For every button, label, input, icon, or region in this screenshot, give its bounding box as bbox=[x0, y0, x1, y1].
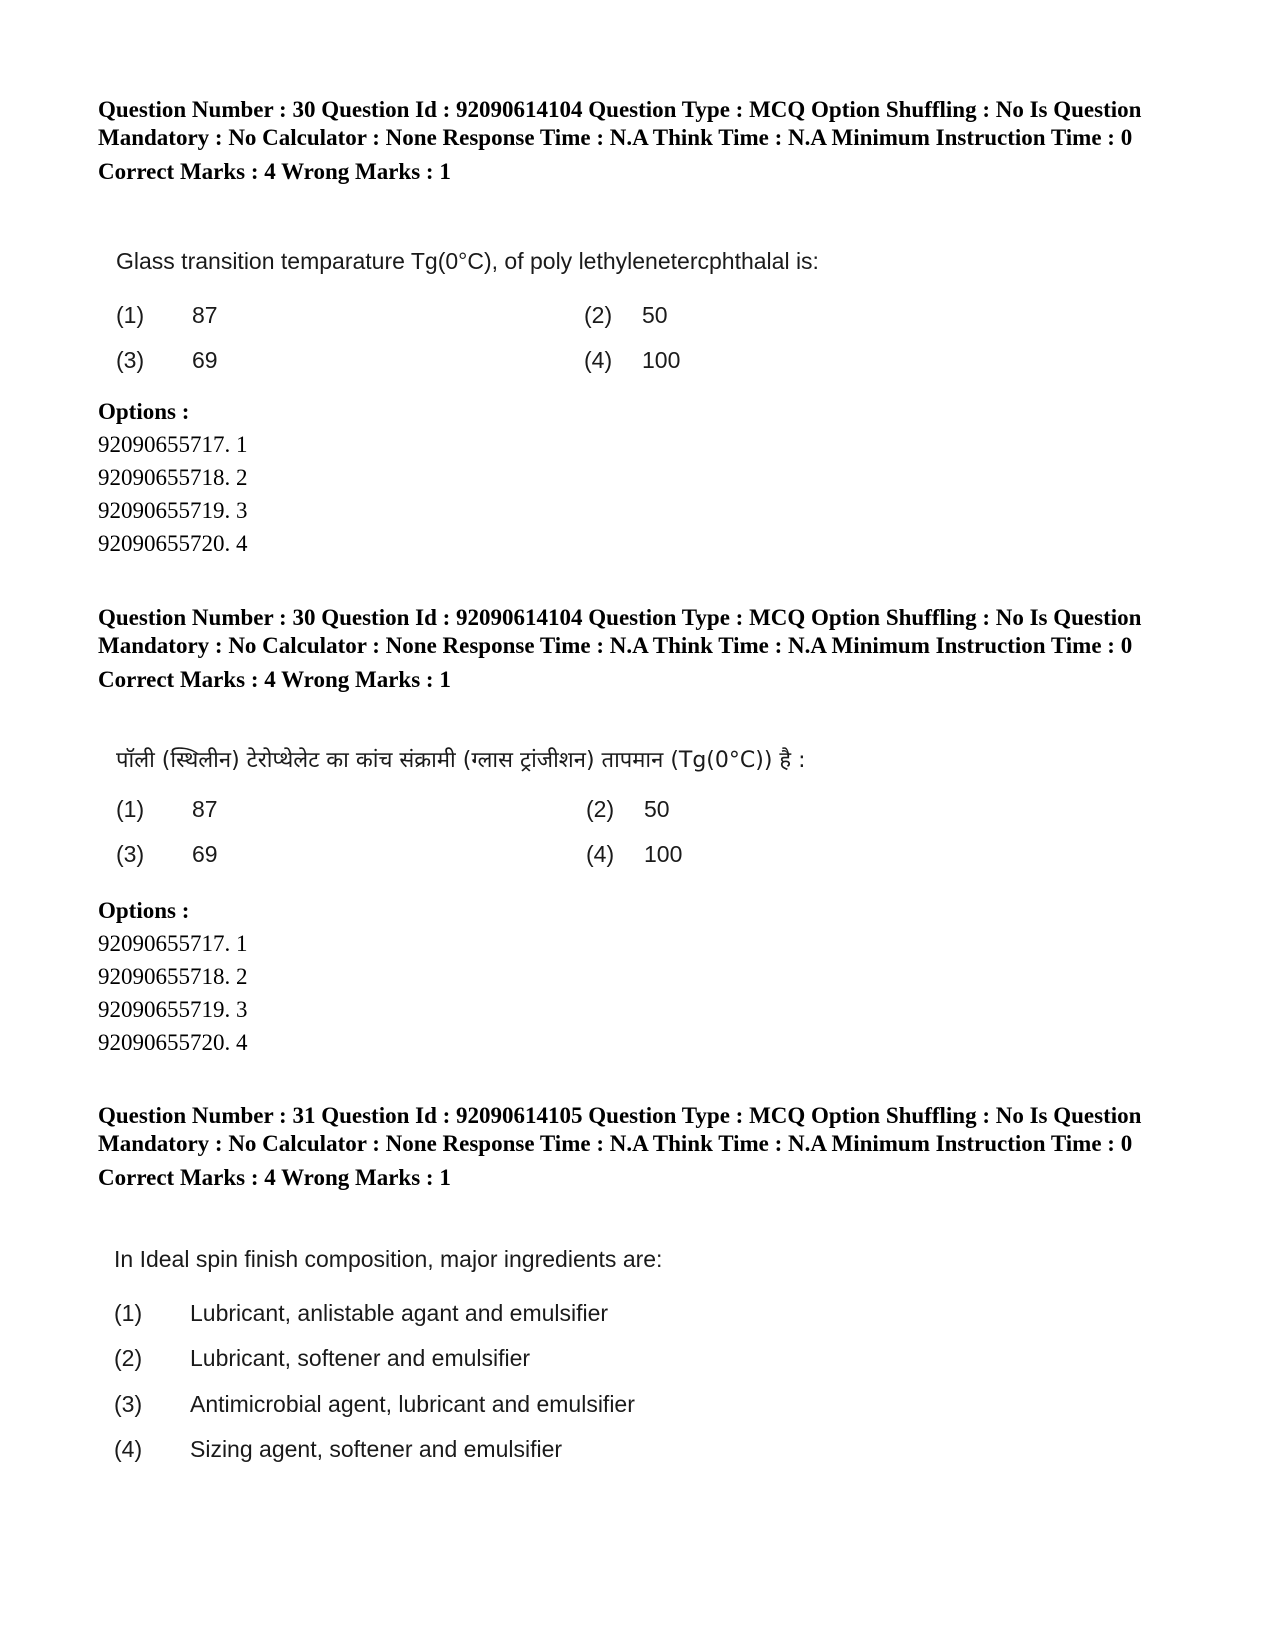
option-id-line: 92090655717. 1 bbox=[98, 432, 248, 457]
question-text: In Ideal spin finish composition, major ingredients are: bbox=[114, 1246, 663, 1272]
question-meta: Question Number : 31 Question Id : 92090614105 Question Type : MCQ Option Shuffling : No Is Question Mandatory : No Calculator : None Response Time : N.A Think Time : N.A Minimum Instruction Time : 0 bbox=[98, 1103, 1142, 1156]
options-label: Options : bbox=[98, 399, 190, 424]
choice-2: (2) Lubricant, softener and emulsifier bbox=[114, 1345, 531, 1371]
question-meta: Question Number : 30 Question Id : 92090614104 Question Type : MCQ Option Shuffling : No Is Question Mandatory : No Calculator : None Response Time : N.A Think Time : N.A Minimum Instruction Time : 0 bbox=[98, 605, 1142, 658]
choice-1: (1) Lubricant, anlistable agant and emulsifier bbox=[114, 1300, 609, 1326]
option-id-line: 92090655720. 4 bbox=[98, 1030, 248, 1055]
option-id-line: 92090655718. 2 bbox=[98, 465, 248, 490]
question-marks: Correct Marks : 4 Wrong Marks : 1 bbox=[98, 159, 451, 184]
question-text: Glass transition temparature Tg(0°C), of poly lethylenetercphthalal is: bbox=[116, 248, 819, 274]
question-header bbox=[98, 604, 1178, 694]
option-id-line: 92090655719. 3 bbox=[98, 997, 248, 1022]
choice-2: (2) 50 bbox=[584, 302, 668, 328]
option-id-line: 92090655719. 3 bbox=[98, 498, 248, 523]
choice-4: (4) 100 bbox=[584, 347, 681, 373]
question-marks: Correct Marks : 4 Wrong Marks : 1 bbox=[98, 1165, 451, 1190]
question-header bbox=[98, 96, 1178, 186]
option-id-line: 92090655718. 2 bbox=[98, 964, 248, 989]
option-id-line: 92090655717. 1 bbox=[98, 931, 248, 956]
choice-3: (3) 69 bbox=[116, 841, 218, 867]
question-meta: Question Number : 30 Question Id : 92090614104 Question Type : MCQ Option Shuffling : No Is Question Mandatory : No Calculator : None Response Time : N.A Think Time : N.A Minimum Instruction Time : 0 bbox=[98, 97, 1142, 150]
question-header bbox=[98, 1102, 1178, 1192]
choice-1: (1) 87 bbox=[116, 796, 218, 822]
choice-2: (2) 50 bbox=[586, 796, 670, 822]
question-text: पॉली (स्थिलीन) टेरोप्थेलेट का कांच संक्रामी (ग्लास ट्रांजीशन) तापमान (Tg(0°C)) है : bbox=[116, 748, 806, 773]
choice-4: (4) Sizing agent, softener and emulsifier bbox=[114, 1436, 563, 1462]
choice-1: (1) 87 bbox=[116, 302, 218, 328]
question-marks: Correct Marks : 4 Wrong Marks : 1 bbox=[98, 667, 451, 692]
option-id-line: 92090655720. 4 bbox=[98, 531, 248, 556]
options-label: Options : bbox=[98, 898, 190, 923]
choice-4: (4) 100 bbox=[586, 841, 683, 867]
choice-3: (3) Antimicrobial agent, lubricant and emulsifier bbox=[114, 1391, 635, 1417]
choice-3: (3) 69 bbox=[116, 347, 218, 373]
